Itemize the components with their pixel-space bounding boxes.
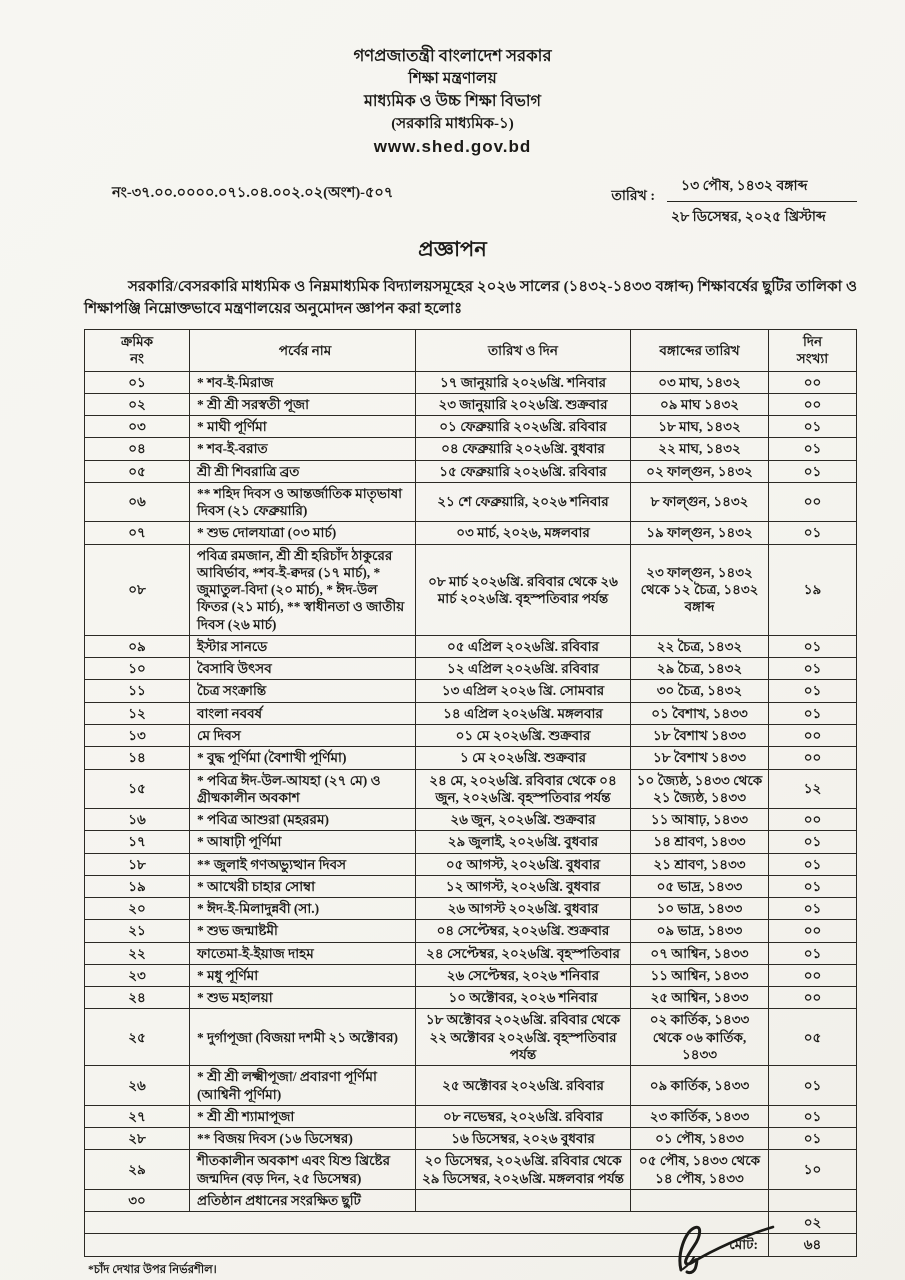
serial-cell: ০৯ [85,635,190,657]
column-header: বঙ্গাব্দের তারিখ [631,329,769,371]
day-count-cell: ০১ [769,680,857,702]
bangla-date-cell: ১০ ভাদ্র, ১৪৩৩ [631,898,769,920]
table-row [85,875,857,897]
intro-paragraph: সরকারি/বেসরকারি মাধ্যমিক ও নিম্নমাধ্যমিক বিদ্যালয়সমূহের ২০২৬ সালের (১৪৩২-১৪৩৩ বঙ্গাব্দ) শিক্ষাবর্ষের ছুটির তালিকা ও শিক্ষাপঞ্জি নিম্নোক্তভাবে মন্ত্রণালয়ের অনুমোদন জ্ঞাপন করা হলোঃ [84,278,857,318]
date-day-cell: ০৪ সেপ্টেম্বর, ২০২৬খ্রি. শুক্রবার [416,920,631,942]
date-day-cell [416,1189,631,1211]
serial-cell: ২৩ [85,964,190,986]
holiday-name-cell: ** বিজয় দিবস (১৬ ডিসেম্বর) [190,1128,416,1150]
serial-cell: ১৭ [85,831,190,853]
day-count-cell: ০১ [769,702,857,724]
column-header: তারিখ ও দিন [416,329,631,371]
column-header: পর্বের নাম [190,329,416,371]
serial-cell: ১৫ [85,769,190,809]
serial-cell: ২৮ [85,1128,190,1150]
date-day-cell: ২০ ডিসেম্বর, ২০২৬খ্রি. রবিবার থেকে ২৯ ডিসেম্বর, ২০২৬খ্রি. মঙ্গলবার পর্যন্ত [416,1150,631,1190]
day-count-cell: ০১ [769,1105,857,1127]
date-block [611,174,857,229]
holiday-name-cell: ** শহিদ দিবস ও আন্তর্জাতিক মাতৃভাষা দিবস (২১ ফেব্রুয়ারি) [190,482,416,522]
date-bangla: ১৩ পৌষ, ১৪৩২ বঙ্গাব্দ [667,174,857,202]
serial-cell: ১৯ [85,875,190,897]
date-day-cell: ০৩ মার্চ, ২০২৬, মঙ্গলবার [416,522,631,544]
bangla-date-cell: ০৫ ভাদ্র, ১৪৩৩ [631,875,769,897]
day-count-cell: ০০ [769,725,857,747]
holiday-name-cell: পবিত্র রমজান, শ্রী শ্রী হরিচাঁদ ঠাকুরের আবির্ভাব, *শব-ই-ক্বদর (১৭ মার্চ), * জুমাতুল-বিদা (২০ মার্চ), * ঈদ-উল ফিতর (২১ মার্চ), ** স্বাধীনতা ও জাতীয় দিবস (২৬ মার্চ) [190,544,416,635]
section-name: (সরকারি মাধ্যমিক-১) [391,115,514,132]
day-count-cell: ০১ [769,831,857,853]
date-day-cell: ১৬ ডিসেম্বর, ২০২৬ বুধবার [416,1128,631,1150]
serial-cell: ২৪ [85,987,190,1009]
holiday-name-cell: চৈত্র সংক্রান্তি [190,680,416,702]
serial-cell: ০৩ [85,416,190,438]
holiday-name-cell: * আখেরী চাহার সোম্বা [190,875,416,897]
bangla-date-cell: ১১ আশ্বিন, ১৪৩৩ [631,964,769,986]
bangla-date-cell: ০৯ ভাদ্র, ১৪৩৩ [631,920,769,942]
table-row [85,725,857,747]
table-row [85,942,857,964]
serial-cell: ০৭ [85,522,190,544]
serial-cell: ১৪ [85,747,190,769]
table-row [85,1150,857,1190]
date-day-cell: ২৬ আগস্ট ২০২৬খ্রি. বুধবার [416,898,631,920]
date-day-cell: ০১ ফেব্রুয়ারি ২০২৬খ্রি. রবিবার [416,416,631,438]
table-row [85,1128,857,1150]
serial-cell: ০১ [85,371,190,393]
serial-cell: ০২ [85,393,190,415]
signature-mark [647,1220,787,1278]
date-day-cell: ১৫ ফেব্রুয়ারি ২০২৬খ্রি. রবিবার [416,460,631,482]
holiday-name-cell: * শুভ জন্মাষ্টমী [190,920,416,942]
table-row [85,1189,857,1211]
holiday-name-cell: * দুর্গাপূজা (বিজয়া দশমী ২১ অক্টোবর) [190,1009,416,1066]
table-row [85,853,857,875]
document-title: প্রজ্ঞাপন [418,236,487,261]
table-row [85,809,857,831]
division-name: মাধ্যমিক ও উচ্চ শিক্ষা বিভাগ [363,93,542,111]
day-count-cell: ১৯ [769,544,857,635]
bangla-date-cell: ২২ মাঘ, ১৪৩২ [631,438,769,460]
memo-row [112,174,857,229]
holiday-name-cell: ফাতেমা-ই-ইয়াজ দাহম [190,942,416,964]
table-row [85,964,857,986]
holiday-name-cell: শীতকালীন অবকাশ এবং যিশু খ্রিষ্টের জন্মদিন (বড় দিন, ২৫ ডিসেম্বর) [190,1150,416,1190]
day-count-cell [769,1189,857,1211]
government-name: গণপ্রজাতন্ত্রী বাংলাদেশ সরকার [353,46,552,65]
bangla-date-cell: ০৯ কার্তিক, ১৪৩৩ [631,1066,769,1106]
holiday-name-cell: * ঈদ-ই-মিলাদুন্নবী (সা.) [190,898,416,920]
day-count-cell: ০১ [769,460,857,482]
table-row [85,1066,857,1106]
serial-cell: ২৭ [85,1105,190,1127]
table-row [85,702,857,724]
moon-sighting-footnote: *চাঁদ দেখার উপর নির্ভরশীল। [88,1263,217,1276]
table-row [85,680,857,702]
holiday-name-cell: * পবিত্র আশুরা (মহররম) [190,809,416,831]
day-count-cell: ০১ [769,1066,857,1106]
bangla-date-cell: ২৩ ফাল্গুন, ১৪৩২ থেকে ১২ চৈত্র, ১৪৩২ বঙ্গাব্দ [631,544,769,635]
serial-cell: ২০ [85,898,190,920]
holiday-name-cell: * শুভ দোলযাত্রা (০৩ মার্চ) [190,522,416,544]
date-day-cell: ০১ মে ২০২৬খ্রি. শুক্রবার [416,725,631,747]
date-day-cell: ১৩ এপ্রিল ২০২৬ খ্রি. সোমবার [416,680,631,702]
date-day-cell: ০৮ নভেম্বর, ২০২৬খ্রি. রবিবার [416,1105,631,1127]
bangla-date-cell: ১৪ শ্রাবণ, ১৪৩৩ [631,831,769,853]
bangla-date-cell: ১১ আষাঢ়, ১৪৩৩ [631,809,769,831]
date-day-cell: ২৯ জুলাই, ২০২৬খ্রি. বুধবার [416,831,631,853]
day-count-cell: ০১ [769,875,857,897]
bangla-date-cell: ২৫ আশ্বিন, ১৪৩৩ [631,987,769,1009]
holiday-name-cell: * শব-ই-বরাত [190,438,416,460]
table-row [85,371,857,393]
holiday-name-cell: ** জুলাই গণঅভ্যুত্থান দিবস [190,853,416,875]
date-day-cell: ১৮ অক্টোবর ২০২৬খ্রি. রবিবার থেকে ২২ অক্টোবর ২০২৬খ্রি. বৃহস্পতিবার পর্যন্ত [416,1009,631,1066]
holiday-name-cell: * শ্রী শ্রী সরস্বতী পূজা [190,393,416,415]
day-count-cell: ০১ [769,438,857,460]
serial-cell: ১৮ [85,853,190,875]
serial-cell: ২২ [85,942,190,964]
date-day-cell: ২৫ অক্টোবর ২০২৬খ্রি. রবিবার [416,1066,631,1106]
column-header: দিন সংখ্যা [769,329,857,371]
day-count-cell: ০০ [769,987,857,1009]
date-day-cell: ০৪ ফেব্রুয়ারি ২০২৬খ্রি. বুধবার [416,438,631,460]
bangla-date-cell: ৮ ফাল্গুন, ১৪৩২ [631,482,769,522]
table-row [85,522,857,544]
holiday-name-cell: * মধু পূর্ণিমা [190,964,416,986]
bangla-date-cell: ১৮ বৈশাখ ১৪৩৩ [631,725,769,747]
bangla-date-cell: ৩০ চৈত্র, ১৪৩২ [631,680,769,702]
date-day-cell: ২৬ জুন, ২০২৬খ্রি. শুক্রবার [416,809,631,831]
table-row [85,438,857,460]
table-row [85,987,857,1009]
website-url: www.shed.gov.bd [373,137,532,157]
holiday-name-cell: * শ্রী শ্রী লক্ষ্মীপূজা/ প্রবারণা পূর্ণিমা (আশ্বিনী পূর্ণিমা) [190,1066,416,1106]
date-day-cell: ২১ শে ফেব্রুয়ারি, ২০২৬ শনিবার [416,482,631,522]
date-day-cell: ২৬ সেপ্টেম্বর, ২০২৬ শনিবার [416,964,631,986]
day-count-cell: ০১ [769,658,857,680]
date-day-cell: ১ মে ২০২৬খ্রি. শুক্রবার [416,747,631,769]
day-count-cell: ০১ [769,522,857,544]
date-day-cell: ১৪ এপ্রিল ২০২৬খ্রি. মঙ্গলবার [416,702,631,724]
bangla-date-cell: ০১ বৈশাখ, ১৪৩৩ [631,702,769,724]
bangla-date-cell: ২৩ কার্তিক, ১৪৩৩ [631,1105,769,1127]
bangla-date-cell: ০৭ আশ্বিন, ১৪৩৩ [631,942,769,964]
day-count-cell: ০০ [769,964,857,986]
serial-cell: ১২ [85,702,190,724]
date-gregorian: ২৮ ডিসেম্বর, ২০২৫ খ্রিস্টাব্দ [671,209,826,225]
day-count-cell: ০১ [769,416,857,438]
day-count-cell: ০০ [769,371,857,393]
date-day-cell: ২৩ জানুয়ারি ২০২৬খ্রি. শুক্রবার [416,393,631,415]
bangla-date-cell: ২৯ চৈত্র, ১৪৩২ [631,658,769,680]
serial-cell: ২৬ [85,1066,190,1106]
bangla-date-cell: ০৯ মাঘ ১৪৩২ [631,393,769,415]
day-count-cell: ০১ [769,942,857,964]
ministry-name: শিক্ষা মন্ত্রণালয় [408,69,497,87]
date-day-cell: ১৭ জানুয়ারি ২০২৬খ্রি. শনিবার [416,371,631,393]
date-label: তারিখ : [611,188,655,204]
holiday-name-cell: মে দিবস [190,725,416,747]
bangla-date-cell: ১৯ ফাল্গুন, ১৪৩২ [631,522,769,544]
date-day-cell: ০৮ মার্চ ২০২৬খ্রি. রবিবার থেকে ২৬ মার্চ ২০২৬খ্রি. বৃহস্পতিবার পর্যন্ত [416,544,631,635]
day-count-cell: ০০ [769,747,857,769]
serial-cell: ১৩ [85,725,190,747]
table-row [85,658,857,680]
date-stack [667,174,857,229]
table-row [85,769,857,809]
table-row [85,831,857,853]
day-count-cell: ০০ [769,393,857,415]
day-count-cell: ০১ [769,1128,857,1150]
day-count-cell: ১০ [769,1150,857,1190]
holiday-name-cell: প্রতিষ্ঠান প্রধানের সংরক্ষিত ছুটি [190,1189,416,1211]
bangla-date-cell: ০২ ফাল্গুন, ১৪৩২ [631,460,769,482]
serial-cell: ৩০ [85,1189,190,1211]
serial-cell: ২৯ [85,1150,190,1190]
table-row [85,1009,857,1066]
day-count-cell: ০০ [769,920,857,942]
holiday-name-cell: * মাঘী পূর্ণিমা [190,416,416,438]
holiday-name-cell: * বুদ্ধ পূর্ণিমা (বৈশাখী পূর্ণিমা) [190,747,416,769]
day-count-cell: ০১ [769,898,857,920]
holiday-name-cell: ইস্টার সানডে [190,635,416,657]
date-day-cell: ০৫ আগস্ট, ২০২৬খ্রি. বুধবার [416,853,631,875]
letterhead [0,0,905,160]
bangla-date-cell: ২১ শ্রাবণ, ১৪৩৩ [631,853,769,875]
total-value: ৬৪ [769,1234,857,1256]
holiday-name-cell: * শুভ মহালয়া [190,987,416,1009]
day-count-cell: ১২ [769,769,857,809]
day-count-cell: ০০ [769,809,857,831]
table-row [85,482,857,522]
holiday-name-cell: * আষাঢ়ী পূর্ণিমা [190,831,416,853]
date-day-cell: ০৫ এপ্রিল ২০২৬খ্রি. রবিবার [416,635,631,657]
date-day-cell: ২৪ মে, ২০২৬খ্রি. রবিবার থেকে ০৪ জুন, ২০২৬খ্রি. বৃহস্পতিবার পর্যন্ত [416,769,631,809]
date-day-cell: ২৪ সেপ্টেম্বর, ২০২৬খ্রি. বৃহস্পতিবার [416,942,631,964]
serial-cell: ০৫ [85,460,190,482]
holiday-name-cell: * পবিত্র ঈদ-উল-আযহা (২৭ মে) ও গ্রীষ্মকালীন অবকাশ [190,769,416,809]
holiday-name-cell: বাংলা নববর্ষ [190,702,416,724]
table-row [85,747,857,769]
table-row [85,460,857,482]
holiday-name-cell: বৈসাবি উৎসব [190,658,416,680]
serial-cell: ১১ [85,680,190,702]
holiday-table [84,329,857,1257]
bangla-date-cell: ০২ কার্তিক, ১৪৩৩ থেকে ০৬ কার্তিক, ১৪৩৩ [631,1009,769,1066]
table-row [85,393,857,415]
holiday-table-body [85,371,857,1212]
date-day-cell: ১০ অক্টোবর, ২০২৬ শনিবার [416,987,631,1009]
table-row [85,1105,857,1127]
column-header: ক্রমিক নং [85,329,190,371]
day-count-cell: ০১ [769,635,857,657]
holiday-name-cell: শ্রী শ্রী শিবরাত্রি ব্রত [190,460,416,482]
serial-cell: ১৬ [85,809,190,831]
total-label: মোট: [85,1234,769,1256]
bangla-date-cell: ১৮ বৈশাখ ১৪৩৩ [631,747,769,769]
memo-number: নং-৩৭.০০.০০০০.০৭১.০৪.০০২.০২(অংশ)-৫০৭ [112,184,394,201]
day-count-cell: ০১ [769,853,857,875]
serial-cell: ২১ [85,920,190,942]
table-row [85,416,857,438]
bangla-date-cell: ০১ পৌষ, ১৪৩৩ [631,1128,769,1150]
serial-cell: ০৪ [85,438,190,460]
table-row [85,635,857,657]
table-row [85,920,857,942]
table-header-row [85,329,857,371]
holiday-name-cell: * শব-ই-মিরাজ [190,371,416,393]
serial-cell: ০৮ [85,544,190,635]
day-count-cell: ০৫ [769,1009,857,1066]
day-count-cell: ০০ [769,482,857,522]
bangla-date-cell: ২২ চৈত্র, ১৪৩২ [631,635,769,657]
bangla-date-cell: ১৮ মাঘ, ১৪৩২ [631,416,769,438]
table-row [85,544,857,635]
date-day-cell: ১২ আগস্ট, ২০২৬খ্রি. বুধবার [416,875,631,897]
bangla-date-cell: ১০ জ্যৈষ্ঠ, ১৪৩৩ থেকে ২১ জ্যৈষ্ঠ, ১৪৩৩ [631,769,769,809]
bangla-date-cell [631,1189,769,1211]
reserved-days-value: ০২ [769,1212,857,1234]
bangla-date-cell: ০৫ পৌষ, ১৪৩৩ থেকে ১৪ পৌষ, ১৪৩৩ [631,1150,769,1190]
serial-cell: ১০ [85,658,190,680]
serial-cell: ২৫ [85,1009,190,1066]
table-row [85,898,857,920]
date-day-cell: ১২ এপ্রিল ২০২৬খ্রি. রবিবার [416,658,631,680]
serial-cell: ০৬ [85,482,190,522]
bangla-date-cell: ০৩ মাঘ, ১৪৩২ [631,371,769,393]
holiday-name-cell: * শ্রী শ্রী শ্যামাপূজা [190,1105,416,1127]
